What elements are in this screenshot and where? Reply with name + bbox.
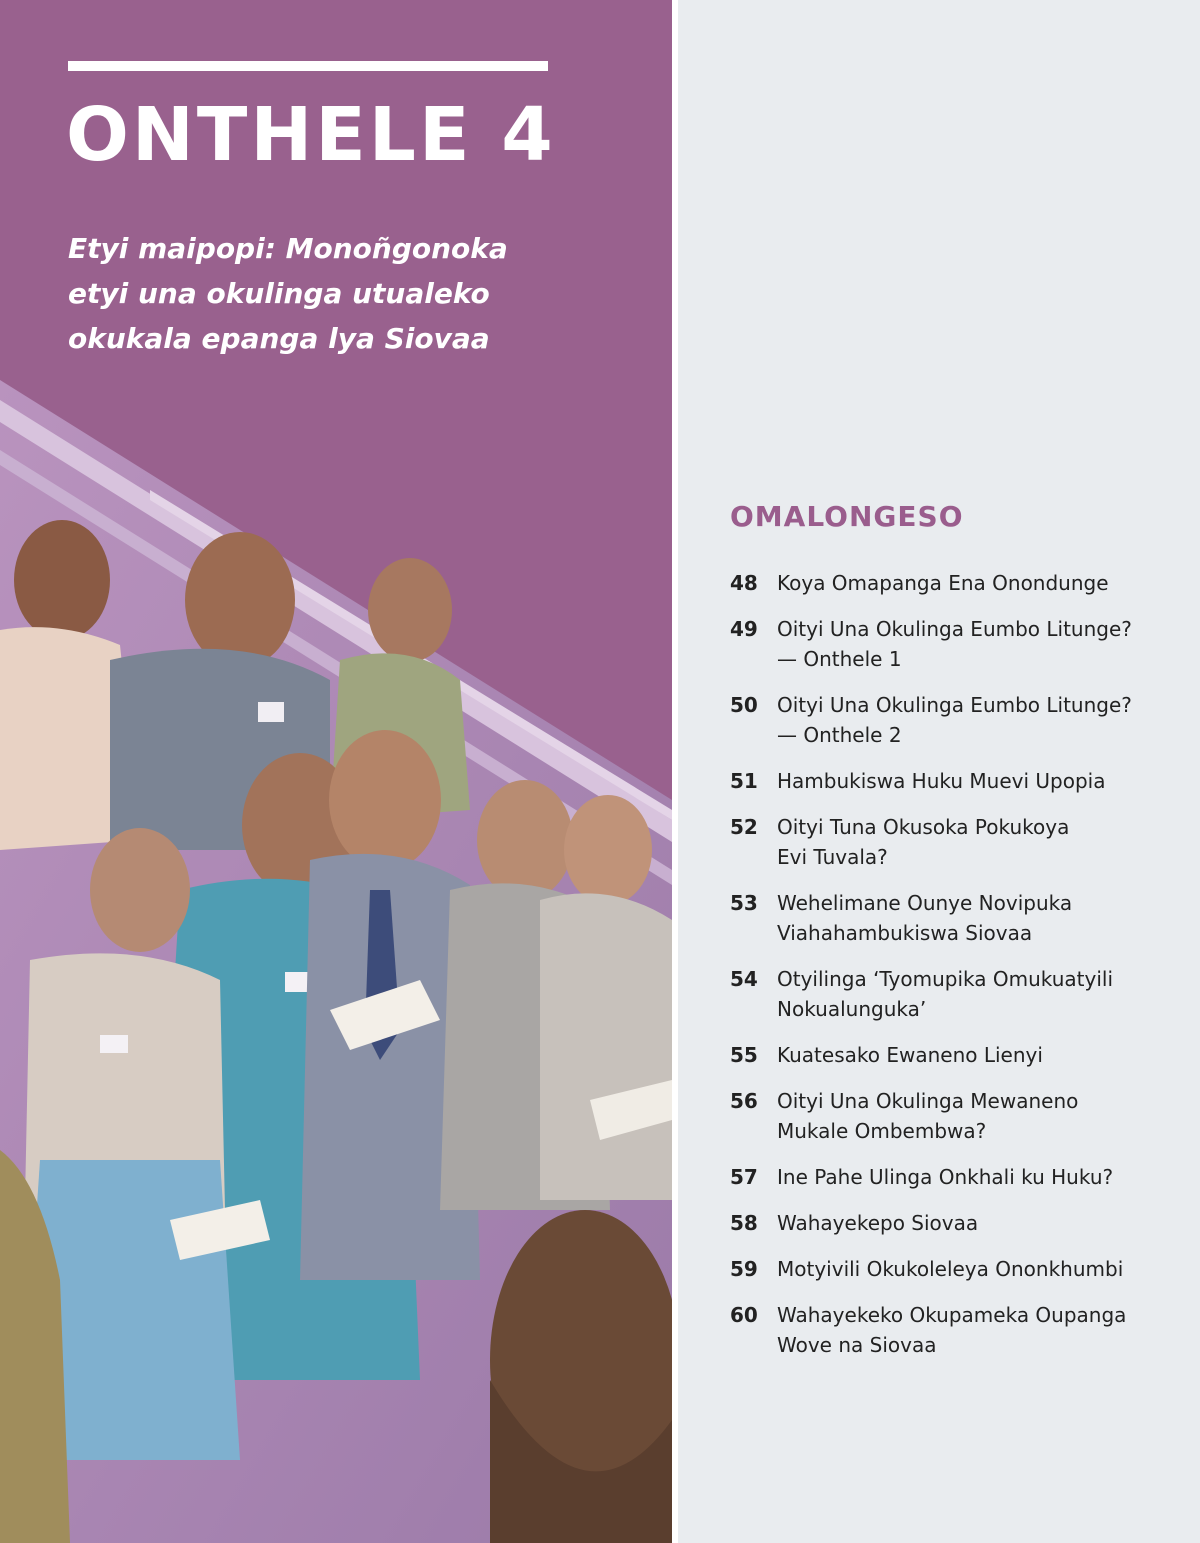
lesson-title-line: — Onthele 2: [777, 723, 902, 747]
lesson-item[interactable]: [730, 690, 1190, 750]
lesson-number: 52: [730, 815, 758, 839]
lesson-number: 59: [730, 1257, 758, 1281]
lesson-title-line: Oityi Tuna Okusoka Pokukoya: [777, 815, 1070, 839]
lesson-number: 48: [730, 571, 758, 595]
lesson-title: [777, 690, 1190, 750]
lesson-item[interactable]: [730, 1162, 1190, 1192]
lesson-title-line: Viahahambukiswa Siovaa: [777, 921, 1033, 945]
title-rule: [68, 61, 548, 71]
lesson-title: [777, 1162, 1190, 1192]
lesson-title-line: Wahayekepo Siovaa: [777, 1211, 979, 1235]
lesson-item[interactable]: [730, 964, 1190, 1024]
part-title: ONTHELE 4: [66, 92, 556, 178]
lesson-title: [777, 1208, 1190, 1238]
lesson-item[interactable]: [730, 568, 1190, 598]
lesson-title-line: — Onthele 1: [777, 647, 902, 671]
lesson-title-line: Nokualunguka’: [777, 997, 927, 1021]
lesson-title: [777, 888, 1190, 948]
lesson-number: 56: [730, 1089, 758, 1113]
lesson-title-line: Ine Pahe Ulinga Onkhali ku Huku?: [777, 1165, 1114, 1189]
lesson-title-line: Wahayekeko Okupameka Oupanga: [777, 1303, 1127, 1327]
lesson-title: [777, 1300, 1190, 1360]
lesson-item[interactable]: [730, 766, 1190, 796]
lesson-item[interactable]: [730, 812, 1190, 872]
lesson-item[interactable]: [730, 1086, 1190, 1146]
lesson-item[interactable]: [730, 1300, 1190, 1360]
contents-panel: [678, 0, 1200, 1543]
lesson-title-line: Hambukiswa Huku Muevi Upopia: [777, 769, 1106, 793]
lesson-number: 49: [730, 617, 758, 641]
lesson-title: [777, 614, 1190, 674]
lesson-number: 51: [730, 769, 758, 793]
lesson-title-line: Oityi Una Okulinga Mewaneno: [777, 1089, 1079, 1113]
lesson-title-line: Oityi Una Okulinga Eumbo Litunge?: [777, 617, 1132, 641]
lesson-number: 55: [730, 1043, 758, 1067]
lesson-number: 53: [730, 891, 758, 915]
lesson-number: 54: [730, 967, 758, 991]
lesson-title: [777, 568, 1190, 598]
lesson-title: [777, 1086, 1190, 1146]
lesson-title-line: Mukale Ombembwa?: [777, 1119, 987, 1143]
lesson-item[interactable]: [730, 614, 1190, 674]
lesson-title-line: Evi Tuvala?: [777, 845, 888, 869]
part-subtitle: Etyi maipopi: Monoñgonoka etyi una okulinga utualeko okukala epanga lya Siovaa: [68, 232, 508, 355]
lesson-number: 58: [730, 1211, 758, 1235]
lesson-title: [777, 1254, 1190, 1284]
lesson-item[interactable]: [730, 888, 1190, 948]
lesson-item[interactable]: [730, 1208, 1190, 1238]
congregation-illustration: [0, 380, 672, 1543]
lesson-title-line: Motyivili Okukoleleya Ononkhumbi: [777, 1257, 1124, 1281]
lesson-title: [777, 964, 1190, 1024]
contents-heading: OMALONGESO: [730, 500, 964, 533]
lesson-title-line: Koya Omapanga Ena Onondunge: [777, 571, 1109, 595]
lesson-title-line: Kuatesako Ewaneno Lienyi: [777, 1043, 1043, 1067]
lesson-title-line: Oityi Una Okulinga Eumbo Litunge?: [777, 693, 1132, 717]
lesson-number: 57: [730, 1165, 758, 1189]
lesson-number: 60: [730, 1303, 758, 1327]
lesson-item[interactable]: [730, 1040, 1190, 1070]
lesson-title-line: Wehelimane Ounye Novipuka: [777, 891, 1073, 915]
lesson-title: [777, 1040, 1190, 1070]
lesson-title: [777, 766, 1190, 796]
lesson-title-line: Otyilinga ‘Tyomupika Omukuatyili: [777, 967, 1114, 991]
lesson-item[interactable]: [730, 1254, 1190, 1284]
lessons-list: [730, 568, 1190, 1376]
lesson-number: 50: [730, 693, 758, 717]
lesson-title-line: Wove na Siovaa: [777, 1333, 937, 1357]
lesson-title: [777, 812, 1190, 872]
